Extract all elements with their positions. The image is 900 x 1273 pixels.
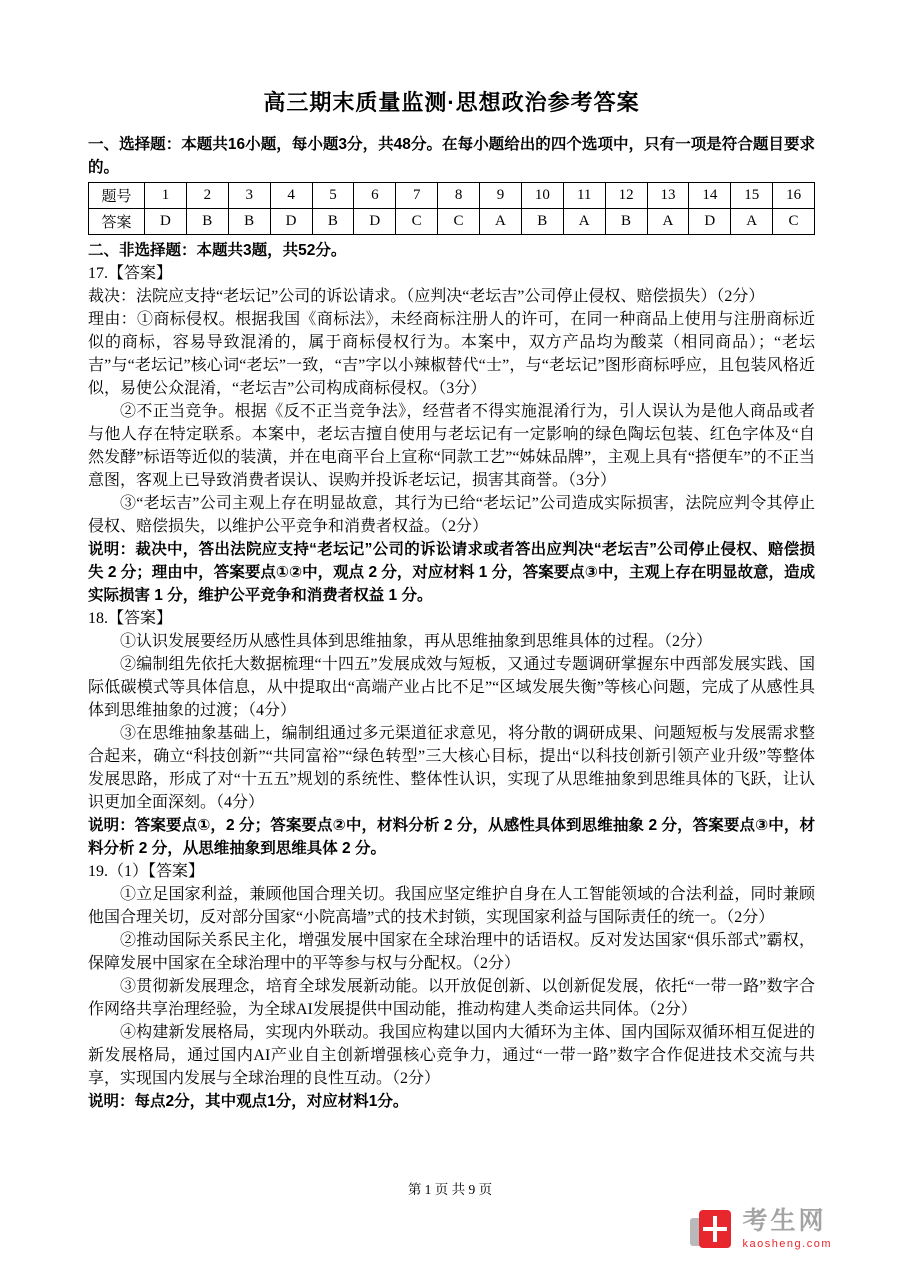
question-number-cell: 6: [354, 183, 396, 209]
question-18-scoring-note: 说明：答案要点①，2 分；答案要点②中，材料分析 2 分，从感性具体到思维抽象 2 分，答案要点③中，材料分析 2 分，从思维抽象到思维具体 2 分。: [88, 817, 815, 857]
question-19-point-1: ①立足国家利益，兼顾他国合理关切。我国应坚定维护自身在人工智能领域的合法利益，同时兼顾他国合理关切，反对部分国家“小院高墙”式的技术封锁，实现国家利益与国际责任的统一。（2分）: [88, 886, 815, 926]
page-number: 第 1 页 共 9 页: [407, 1182, 493, 1197]
question-number-cell: 10: [521, 183, 563, 209]
answer-cell: D: [689, 209, 731, 235]
question-number-cell: 9: [480, 183, 522, 209]
question-number-cell: 2: [186, 183, 228, 209]
question-17-ruling: 裁决：法院应支持“老坛记”公司的诉讼请求。（应判决“老坛吉”公司停止侵权、赔偿损失）（2分）: [88, 288, 765, 305]
answer-cell: B: [521, 209, 563, 235]
kaosheng-logo-icon: [690, 1208, 734, 1252]
choice-section-heading: 一、选择题：本题共16小题，每小题3分，共48分。在每小题给出的四个选项中，只有一项是符合题目要求的。: [88, 136, 815, 176]
question-17-block: [88, 262, 815, 607]
question-number-cell: 12: [605, 183, 647, 209]
answer-cell: C: [396, 209, 438, 235]
question-number-cell: 1: [145, 183, 187, 209]
question-17-reason-1: 理由：①商标侵权。根据我国《商标法》，未经商标注册人的许可，在同一种商品上使用与注册商标近似的商标，容易导致混淆的，属于商标侵权行为。本案中，双方产品均为酸菜（相同商品）；“老坛吉”与“老坛记”核心词“老坛”一致，“吉”字以小辣椒替代“士”，与“老坛记”图形商标呼应，且包装风格近似，易使公众混淆，“老坛吉”公司构成商标侵权。（3分）: [88, 311, 815, 397]
question-19-point-2: ②推动国际关系民主化，增强发展中国家在全球治理中的话语权。反对发达国家“俱乐部式”霸权，保障发展中国家在全球治理中的平等参与权与分配权。（2分）: [88, 932, 815, 972]
question-19-block: [88, 860, 815, 1113]
question-18-point-1: ①认识发展要经历从感性具体到思维抽象，再从思维抽象到思维具体的过程。（2分）: [120, 633, 713, 650]
answer-table-number-row: [89, 183, 815, 209]
answer-cell: C: [438, 209, 480, 235]
logo-name: 考生网: [742, 1207, 827, 1235]
question-18-block: [88, 607, 815, 860]
question-number-cell: 14: [689, 183, 731, 209]
question-number-cell: 4: [270, 183, 312, 209]
question-17-label: 17.【答案】: [88, 265, 173, 282]
answer-cell: A: [647, 209, 689, 235]
answer-cell: B: [312, 209, 354, 235]
answer-cell: B: [605, 209, 647, 235]
question-18-label: 18.【答案】: [88, 610, 173, 627]
question-18-point-2: ②编制组先依托大数据梳理“十四五”发展成效与短板，又通过专题调研掌握东中西部发展实践、国际低碳模式等具体信息，从中提取出“高端产业占比不足”“区域发展失衡”等核心问题，完成了从感性具体到思维抽象的过渡；（4分）: [88, 656, 815, 719]
answer-cell: C: [773, 209, 815, 235]
question-19-scoring-note: 说明：每点2分，其中观点1分，对应材料1分。: [88, 1093, 409, 1110]
question-number-cell: 15: [731, 183, 773, 209]
answer-cell: B: [228, 209, 270, 235]
question-number-cell: 5: [312, 183, 354, 209]
answer-cell: D: [354, 209, 396, 235]
question-19-point-3: ③贯彻新发展理念，培育全球发展新动能。以开放促创新、以创新促发展，依托“一带一路”数字合作网络共享治理经验，为全球AI发展提供中国动能，推动构建人类命运共同体。（2分）: [88, 978, 815, 1018]
question-number-cell: 3: [228, 183, 270, 209]
question-18-point-3: ③在思维抽象基础上，编制组通过多元渠道征求意见，将分散的调研成果、问题短板与发展需求整合起来，确立“科技创新”“共同富裕”“绿色转型”三大核心目标，提出“以科技创新引领产业升级”等整体发展思路，形成了对“十五五”规划的系统性、整体性认识，实现了从思维抽象到思维具体的飞跃，让认识更加全面深刻。（4分）: [88, 725, 815, 811]
answer-cell: B: [186, 209, 228, 235]
question-number-cell: 13: [647, 183, 689, 209]
question-number-cell: 7: [396, 183, 438, 209]
non-choice-section-heading: 二、非选择题：本题共3题，共52分。: [88, 242, 347, 259]
answer-cell: D: [270, 209, 312, 235]
kaosheng-logo-text: [742, 1208, 832, 1250]
logo-domain: kaosheng.com: [742, 1237, 832, 1250]
answer-cell: D: [145, 209, 187, 235]
kaosheng-logo: [690, 1208, 832, 1252]
answer-table: [88, 182, 815, 235]
number-row-label: 题号: [89, 183, 145, 209]
page-title: 高三期末质量监测·思想政治参考答案: [263, 90, 640, 115]
question-19-label: 19.（1）【答案】: [88, 863, 205, 880]
question-number-cell: 8: [438, 183, 480, 209]
answer-table-answer-row: [89, 209, 815, 235]
question-17-reason-2: ②不正当竞争。根据《反不正当竞争法》，经营者不得实施混淆行为，引人误认为是他人商品或者与他人存在特定联系。本案中，老坛吉擅自使用与老坛记有一定影响的绿色陶坛包装、红色字体及“自然发酵”标语等近似的装潢，并在电商平台上宣称“同款工艺”“姊妹品牌”，主观上具有“搭便车”的不正当意图，客观上已导致消费者误认、误购并投诉老坛记，损害其商誉。（3分）: [88, 403, 815, 489]
question-19-point-4: ④构建新发展格局，实现内外联动。我国应构建以国内大循环为主体、国内国际双循环相互促进的新发展格局，通过国内AI产业自主创新增强核心竞争力，通过“一带一路”数字合作促进技术交流与共享，实现国内发展与全球治理的良性互动。（2分）: [88, 1024, 815, 1087]
answer-cell: A: [563, 209, 605, 235]
question-number-cell: 11: [563, 183, 605, 209]
answer-cell: A: [731, 209, 773, 235]
answer-row-label: 答案: [89, 209, 145, 235]
question-17-scoring-note: 说明：裁决中，答出法院应支持“老坛记”公司的诉讼请求或者答出应判决“老坛吉”公司停止侵权、赔偿损失 2 分；理由中，答案要点①②中，观点 2 分，对应材料 1 分，答案要点③中，主观上存在明显故意，造成实际损害 1 分，维护公平竞争和消费者权益 1 分。: [88, 541, 815, 604]
question-number-cell: 16: [773, 183, 815, 209]
answer-cell: A: [480, 209, 522, 235]
question-17-reason-3: ③“老坛吉”公司主观上存在明显故意，其行为已给“老坛记”公司造成实际损害，法院应判令其停止侵权、赔偿损失，以维护公平竞争和消费者权益。（2分）: [88, 495, 815, 535]
